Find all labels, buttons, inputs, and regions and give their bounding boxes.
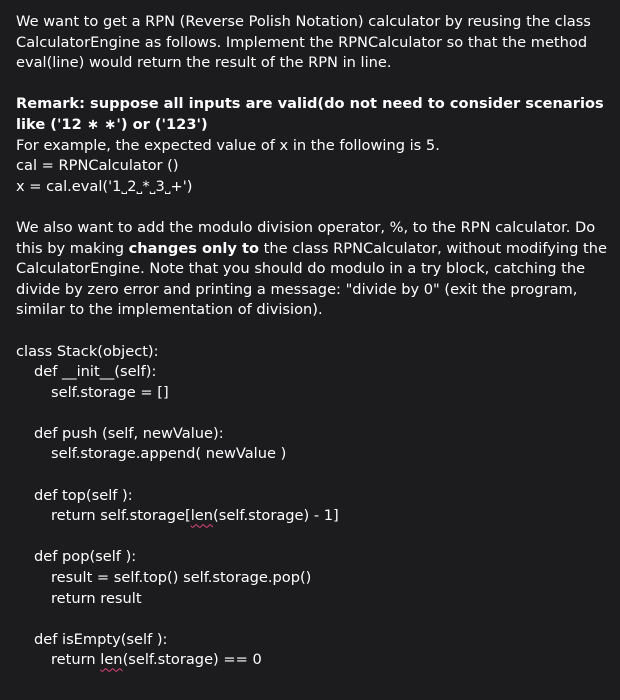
code-x-token: 2 [127, 177, 137, 195]
code-x-prefix: x = cal.eval('1 [16, 177, 122, 195]
code-isempty-def: def isEmpty(self ): [34, 630, 168, 648]
code-top-def: def top(self ): [34, 486, 133, 504]
space-mark: ˽ [136, 177, 143, 195]
code-init-body: self.storage = [] [51, 383, 169, 401]
space-mark: ˽ [121, 177, 128, 195]
spellcheck-word: len [190, 507, 214, 525]
code-pop-body: result = self.top() self.storage.pop() [51, 569, 312, 587]
modulo-text: the class RPNCalculator, without modifying the CalculatorEngine. Note that you should do modulo in a try block, catching the divide by zero error and printing a message: "divide by 0" (exit the program, similar to the implementation of division). [16, 239, 608, 319]
space-mark: ˽ [149, 177, 156, 195]
code-x-line [16, 177, 608, 198]
example-line: For example, the expected value of x in the following is 5. [16, 136, 440, 154]
modulo-text: We also want to add the modulo division operator, %, to the RPN calculator. Do this by making [16, 218, 596, 257]
code-push-body: self.storage.append( newValue ) [51, 445, 287, 463]
code-x-token: * [142, 177, 150, 195]
space-mark: ˽ [164, 177, 171, 195]
code-text: return [51, 651, 101, 669]
code-cal-line: cal = RPNCalculator () [16, 157, 179, 175]
code-text: (self.storage) == 0 [122, 651, 262, 669]
code-push-def: def push (self, newValue): [34, 424, 224, 442]
code-x-token: 3 [155, 177, 165, 195]
modulo-bold-text: changes only to [128, 239, 260, 257]
spellcheck-word: len [100, 651, 123, 669]
code-text: (self.storage) - 1] [213, 507, 339, 525]
document [16, 12, 608, 671]
code-isempty-body [16, 650, 608, 671]
code-pop-def: def pop(self ): [34, 548, 137, 566]
code-init-def: def __init__(self): [34, 363, 157, 381]
code-pop-return: return result [51, 589, 142, 607]
code-x-suffix: +') [170, 177, 193, 195]
code-class-line: class Stack(object): [16, 342, 159, 360]
code-text: return self.storage[ [51, 507, 191, 525]
code-top-body [16, 506, 608, 527]
remark-heading: Remark: suppose all inputs are valid(do not need to consider scenarios like ('12 ∗ ∗') or ('123') [16, 95, 604, 133]
modulo-paragraph [16, 218, 608, 321]
intro-paragraph: We want to get a RPN (Reverse Polish Notation) calculator by reusing the class CalculatorEngine as follows. Implement the RPNCalculator so that the method eval(line) would return the result of the RPN in line. [16, 13, 591, 72]
